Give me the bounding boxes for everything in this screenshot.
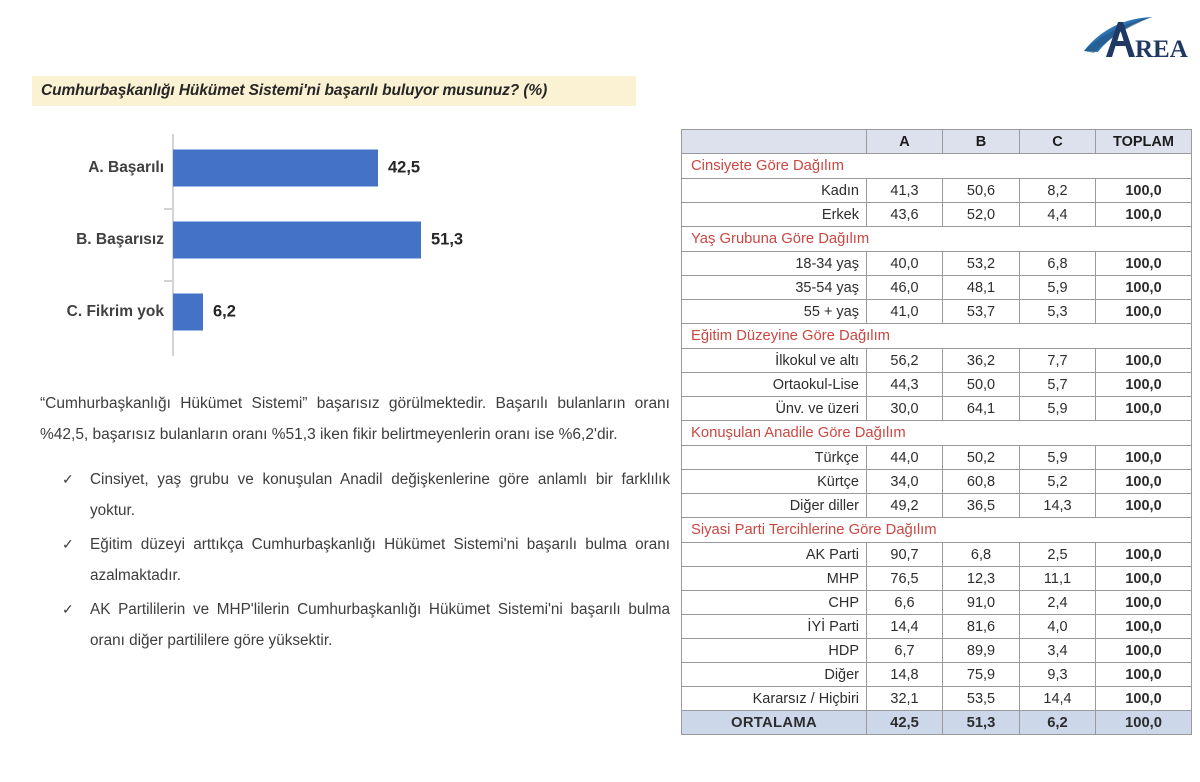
table-cell-a: 49,2 <box>867 494 943 518</box>
logo-text: REA <box>1135 36 1188 60</box>
table-cell-total: 100,0 <box>1096 687 1192 711</box>
table-row <box>682 203 1192 227</box>
finding-bullet-0 <box>62 464 670 526</box>
table-cell-b: 81,6 <box>943 615 1020 639</box>
table-cell-a: 90,7 <box>867 543 943 567</box>
table-cell-a: 40,0 <box>867 252 943 276</box>
finding-bullet-text: Eğitim düzeyi arttıkça Cumhurbaşkanlığı Hükümet Sistemi'ni başarılı bulma oranı azalmaktadır. <box>90 536 670 584</box>
table-row <box>682 543 1192 567</box>
table-cell-label: 18-34 yaş <box>682 252 867 276</box>
column-header-c: C <box>1020 130 1096 154</box>
table-cell-label: Erkek <box>682 203 867 227</box>
check-icon: ✓ <box>62 601 74 617</box>
table-cell-c: 4,4 <box>1020 203 1096 227</box>
table-cell-total: 100,0 <box>1096 300 1192 324</box>
area-logo <box>1078 12 1190 60</box>
chart-category-label-1: B. Başarısız <box>76 231 164 248</box>
table-row <box>682 397 1192 421</box>
table-row <box>682 252 1192 276</box>
chart-row-0 <box>36 142 466 194</box>
table-row <box>682 179 1192 203</box>
table-cell-c: 4,0 <box>1020 615 1096 639</box>
column-header-label <box>682 130 867 154</box>
table-cell-total: 100,0 <box>1096 276 1192 300</box>
chart-axis-tick <box>164 208 172 210</box>
table-cell-label: İYİ Parti <box>682 615 867 639</box>
narrative-block <box>40 388 670 659</box>
table-cell-b: 53,7 <box>943 300 1020 324</box>
table-cell-b: 53,2 <box>943 252 1020 276</box>
table-cell-a: 41,3 <box>867 179 943 203</box>
finding-bullet-1 <box>62 529 670 591</box>
table-cell-a: 56,2 <box>867 349 943 373</box>
table-cell-c: 9,3 <box>1020 663 1096 687</box>
table-cell-a: 34,0 <box>867 470 943 494</box>
table-row <box>682 470 1192 494</box>
table-cell-b: 91,0 <box>943 591 1020 615</box>
column-header-a: A <box>867 130 943 154</box>
chart-value-label-1: 51,3 <box>431 230 464 249</box>
table-cell-total: 100,0 <box>1096 543 1192 567</box>
table-cell-c: 11,1 <box>1020 567 1096 591</box>
table-cell-c: 3,4 <box>1020 639 1096 663</box>
table-cell-a: 14,8 <box>867 663 943 687</box>
table-cell-c: 6,8 <box>1020 252 1096 276</box>
table-cell-b: 75,9 <box>943 663 1020 687</box>
average-b: 51,3 <box>943 711 1020 735</box>
table-cell-a: 76,5 <box>867 567 943 591</box>
table-cell-b: 60,8 <box>943 470 1020 494</box>
table-cell-label: Türkçe <box>682 446 867 470</box>
table-row <box>682 687 1192 711</box>
finding-bullet-text: Cinsiyet, yaş grubu ve konuşulan Anadil değişkenlerine göre anlamlı bir farklılık yoktur. <box>90 471 670 519</box>
table-cell-label: AK Parti <box>682 543 867 567</box>
table-section-title: Eğitim Düzeyine Göre Dağılım <box>682 324 1192 349</box>
table-cell-total: 100,0 <box>1096 591 1192 615</box>
chart-axis-tick <box>164 280 172 282</box>
chart-row-1 <box>36 214 466 266</box>
table-cell-a: 14,4 <box>867 615 943 639</box>
table-cell-total: 100,0 <box>1096 446 1192 470</box>
table-cell-b: 50,0 <box>943 373 1020 397</box>
table-section-header <box>682 421 1192 446</box>
table-cell-label: Kadın <box>682 179 867 203</box>
table-cell-label: HDP <box>682 639 867 663</box>
table-cell-c: 5,3 <box>1020 300 1096 324</box>
table-cell-b: 52,0 <box>943 203 1020 227</box>
table-cell-a: 6,7 <box>867 639 943 663</box>
table-cell-total: 100,0 <box>1096 663 1192 687</box>
average-label: ORTALAMA <box>682 711 867 735</box>
table-row <box>682 494 1192 518</box>
table-cell-b: 50,6 <box>943 179 1020 203</box>
chart-bar-0 <box>173 150 378 187</box>
table-cell-b: 48,1 <box>943 276 1020 300</box>
crosstab-table <box>681 129 1192 735</box>
table-cell-a: 44,3 <box>867 373 943 397</box>
chart-value-label-2: 6,2 <box>213 302 236 321</box>
table-cell-b: 12,3 <box>943 567 1020 591</box>
table-cell-a: 46,0 <box>867 276 943 300</box>
table-cell-c: 5,9 <box>1020 276 1096 300</box>
column-header-total: TOPLAM <box>1096 130 1192 154</box>
table-row <box>682 567 1192 591</box>
table-cell-a: 6,6 <box>867 591 943 615</box>
page-title: Cumhurbaşkanlığı Hükümet Sistemi'ni başarılı buluyor musunuz? (%) <box>41 82 548 99</box>
table-section-header <box>682 324 1192 349</box>
table-row <box>682 373 1192 397</box>
table-row <box>682 446 1192 470</box>
table-row <box>682 349 1192 373</box>
table-cell-c: 5,9 <box>1020 397 1096 421</box>
table-cell-total: 100,0 <box>1096 567 1192 591</box>
average-total: 100,0 <box>1096 711 1192 735</box>
table-cell-label: İlkokul ve altı <box>682 349 867 373</box>
table-cell-label: Diğer diller <box>682 494 867 518</box>
finding-bullet-text: AK Partililerin ve MHP'lilerin Cumhurbaşkanlığı Hükümet Sistemi'ni başarılı bulma oranı diğer partililere göre yüksektir. <box>90 601 670 649</box>
table-cell-total: 100,0 <box>1096 349 1192 373</box>
table-cell-b: 36,2 <box>943 349 1020 373</box>
table-cell-a: 32,1 <box>867 687 943 711</box>
table-cell-total: 100,0 <box>1096 373 1192 397</box>
table-cell-c: 5,7 <box>1020 373 1096 397</box>
table-cell-c: 8,2 <box>1020 179 1096 203</box>
table-cell-b: 50,2 <box>943 446 1020 470</box>
table-section-header <box>682 518 1192 543</box>
table-row <box>682 591 1192 615</box>
table-section-header <box>682 154 1192 179</box>
table-cell-label: 55 + yaş <box>682 300 867 324</box>
summary-paragraph: “Cumhurbaşkanlığı Hükümet Sistemi” başarısız görülmektedir. Başarılı bulanların oranı %42,5, başarısız bulanların oranı %51,3 iken fikir belirtmeyenlerin oranı ise %6,2'dir. <box>40 395 670 443</box>
table-cell-label: Ünv. ve üzeri <box>682 397 867 421</box>
table-row <box>682 276 1192 300</box>
table-cell-a: 30,0 <box>867 397 943 421</box>
table-section-title: Yaş Grubuna Göre Dağılım <box>682 227 1192 252</box>
table-cell-c: 14,3 <box>1020 494 1096 518</box>
table-body <box>682 154 1192 735</box>
table-cell-label: Kararsız / Hiçbiri <box>682 687 867 711</box>
average-a: 42,5 <box>867 711 943 735</box>
table-cell-label: CHP <box>682 591 867 615</box>
table-row <box>682 663 1192 687</box>
table-section-title: Cinsiyete Göre Dağılım <box>682 154 1192 179</box>
table-cell-c: 7,7 <box>1020 349 1096 373</box>
table-row <box>682 615 1192 639</box>
table-cell-b: 64,1 <box>943 397 1020 421</box>
table-cell-total: 100,0 <box>1096 252 1192 276</box>
table-cell-label: Ortaokul-Lise <box>682 373 867 397</box>
chart-category-label-0: A. Başarılı <box>88 159 164 176</box>
question-title-banner <box>32 76 636 106</box>
table-cell-label: Kürtçe <box>682 470 867 494</box>
table-header <box>682 130 1192 154</box>
table-header-row <box>682 130 1192 154</box>
table-cell-a: 43,6 <box>867 203 943 227</box>
table-cell-total: 100,0 <box>1096 179 1192 203</box>
table-row <box>682 639 1192 663</box>
table-cell-total: 100,0 <box>1096 397 1192 421</box>
column-header-b: B <box>943 130 1020 154</box>
table-cell-a: 44,0 <box>867 446 943 470</box>
table-cell-c: 2,4 <box>1020 591 1096 615</box>
table-section-title: Siyasi Parti Tercihlerine Göre Dağılım <box>682 518 1192 543</box>
chart-bar-2 <box>173 294 203 331</box>
finding-bullet-2 <box>62 594 670 656</box>
table-cell-b: 6,8 <box>943 543 1020 567</box>
table-cell-b: 36,5 <box>943 494 1020 518</box>
table-section-header <box>682 227 1192 252</box>
table-cell-total: 100,0 <box>1096 470 1192 494</box>
horizontal-bar-chart <box>36 130 466 358</box>
findings-bullet-list <box>40 464 670 656</box>
table-row <box>682 300 1192 324</box>
table-average-row <box>682 711 1192 735</box>
table-cell-a: 41,0 <box>867 300 943 324</box>
table-cell-label: 35-54 yaş <box>682 276 867 300</box>
table-cell-b: 53,5 <box>943 687 1020 711</box>
chart-value-label-0: 42,5 <box>388 158 421 177</box>
chart-row-2 <box>36 286 466 338</box>
crosstab-panel <box>681 129 1191 735</box>
table-cell-total: 100,0 <box>1096 203 1192 227</box>
check-icon: ✓ <box>62 471 74 487</box>
chart-bar-1 <box>173 222 421 259</box>
table-cell-c: 14,4 <box>1020 687 1096 711</box>
table-cell-total: 100,0 <box>1096 615 1192 639</box>
table-cell-c: 2,5 <box>1020 543 1096 567</box>
check-icon: ✓ <box>62 536 74 552</box>
table-cell-label: Diğer <box>682 663 867 687</box>
chart-category-label-2: C. Fikrim yok <box>66 303 164 320</box>
table-cell-c: 5,9 <box>1020 446 1096 470</box>
table-cell-label: MHP <box>682 567 867 591</box>
average-c: 6,2 <box>1020 711 1096 735</box>
area-logo-icon <box>1078 12 1190 60</box>
table-section-title: Konuşulan Anadile Göre Dağılım <box>682 421 1192 446</box>
table-cell-b: 89,9 <box>943 639 1020 663</box>
table-cell-total: 100,0 <box>1096 639 1192 663</box>
table-cell-c: 5,2 <box>1020 470 1096 494</box>
table-cell-total: 100,0 <box>1096 494 1192 518</box>
